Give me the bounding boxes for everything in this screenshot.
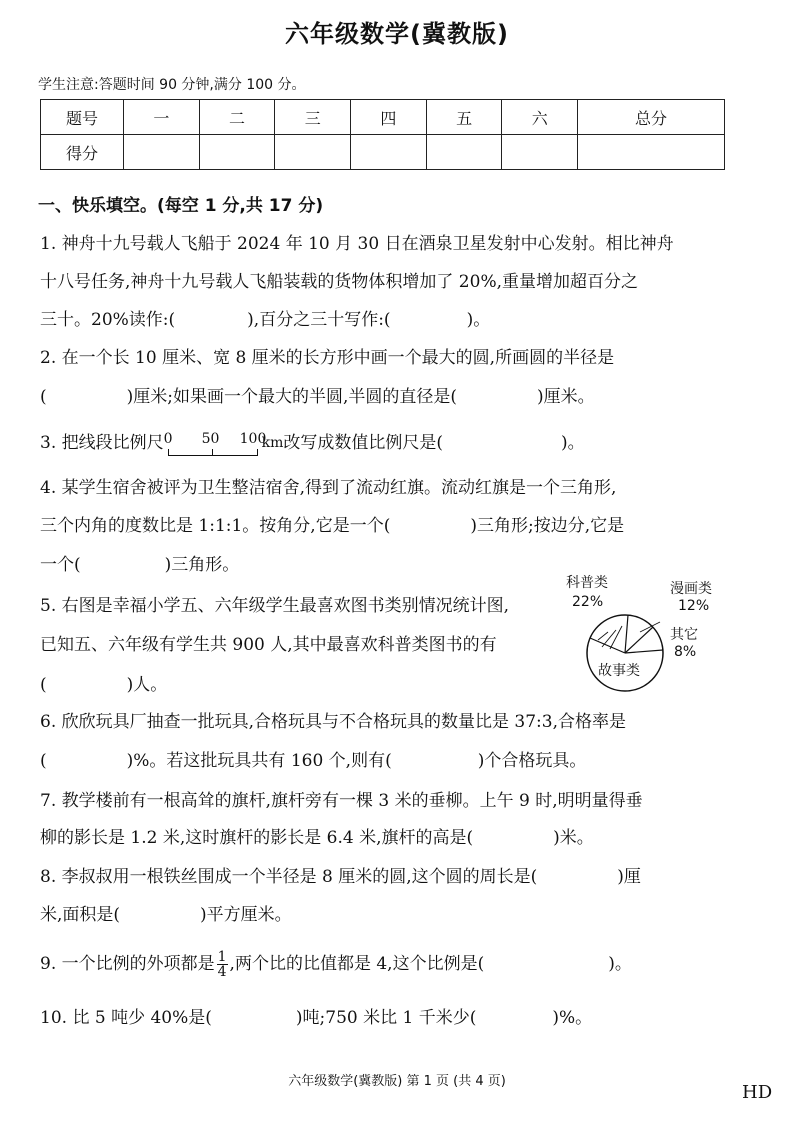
q1-line2: 十八号任务,神舟十九号载人飞船装载的货物体积增加了 20%,重量增加超百分之 <box>40 272 638 292</box>
q4-text-d: )三角形。 <box>164 555 240 575</box>
q8-line1 <box>40 865 641 889</box>
score-table-score-row <box>41 135 725 170</box>
q3-line <box>40 431 585 455</box>
q7-line1: 7. 教学楼前有一根高耸的旗杆,旗杆旁有一棵 3 米的垂柳。上午 9 时,明明量得垂 <box>40 791 643 811</box>
exam-title: 六年级数学(冀教版) <box>285 20 509 48</box>
q1-line3 <box>40 308 490 332</box>
q9-text-c: )。 <box>608 954 632 974</box>
q4-text-c: 一个( <box>40 555 81 575</box>
row-label-number: 题号 <box>41 100 124 135</box>
q5-line1: 5. 右图是幸福小学五、六年级学生最喜欢图书类别情况统计图, <box>40 596 510 616</box>
q8-text-a: 8. 李叔叔用一根铁丝围成一个半径是 8 厘米的圆,这个圆的周长是( <box>40 867 538 887</box>
pie-label-gushi: 故事类 <box>598 663 640 679</box>
q6-text-a: ( <box>40 751 47 771</box>
pie-hatch <box>610 626 622 649</box>
q1-text-c: )。 <box>466 310 491 330</box>
q4-line3 <box>40 553 239 577</box>
score-cell[interactable] <box>275 135 351 170</box>
q4-line1: 4. 某学生宿舍被评为卫生整洁宿舍,得到了流动红旗。流动红旗是一个三角形, <box>40 478 617 498</box>
q2-text-b: )厘米;如果画一个最大的半圆,半圆的直径是( <box>126 387 458 407</box>
scale-bar-line <box>168 449 258 456</box>
score-cell[interactable] <box>124 135 200 170</box>
score-cell[interactable] <box>199 135 275 170</box>
q2-line1: 2. 在一个长 10 厘米、宽 8 厘米的长方形中画一个最大的圆,所画圆的半径是 <box>40 348 615 368</box>
q5-line3 <box>40 673 167 697</box>
q4-text-b: )三角形;按边分,它是 <box>470 516 625 536</box>
scale-unit: km <box>261 435 284 451</box>
header-cell: 二 <box>199 100 275 135</box>
corner-mark: HD <box>742 1082 773 1103</box>
row-label-score: 得分 <box>41 135 124 170</box>
q8-line2 <box>40 903 292 927</box>
q7-line2 <box>40 826 594 850</box>
q10-text-a: 10. 比 5 吨少 40%是( <box>40 1008 212 1028</box>
q3-text-a: 3. 把线段比例尺 <box>40 433 164 453</box>
student-notice: 学生注意:答题时间 90 分钟,满分 100 分。 <box>38 77 306 93</box>
q9-text-b: ,两个比的比值都是 4,这个比例是( <box>229 954 485 974</box>
q6-text-b: )%。若这批玩具共有 160 个,则有( <box>126 751 392 771</box>
q5-text-a: ( <box>40 675 47 695</box>
q1-text-a: 三十。20%读作:( <box>40 310 176 330</box>
q1-text-b: ),百分之三十写作:( <box>247 310 391 330</box>
q9-text-a: 9. 一个比例的外项都是 <box>40 954 215 974</box>
pie-label-manhua: 漫画类 <box>670 581 712 597</box>
q10-line <box>40 1006 592 1030</box>
section-heading: 一、快乐填空。(每空 1 分,共 17 分) <box>38 196 324 216</box>
q6-line1: 6. 欣欣玩具厂抽查一批玩具,合格玩具与不合格玩具的数量比是 37:3,合格率是 <box>40 712 627 732</box>
line-scale-bar <box>163 431 267 455</box>
header-cell: 六 <box>502 100 578 135</box>
pie-pct-manhua: 12% <box>678 598 710 614</box>
q2-text-c: )厘米。 <box>537 387 595 407</box>
q10-text-c: )%。 <box>552 1008 593 1028</box>
q8-text-c: 米,面积是( <box>40 905 121 925</box>
pie-label-kepu: 科普类 <box>566 575 608 591</box>
q2-text-a: ( <box>40 387 47 407</box>
q5-text-b: )人。 <box>126 675 168 695</box>
score-cell[interactable] <box>578 135 725 170</box>
q7-text-b: )米。 <box>553 828 594 848</box>
score-table <box>40 99 725 170</box>
scale-label-0: 0 <box>163 431 173 447</box>
pie-pct-qita: 8% <box>674 644 697 660</box>
q6-text-c: )个合格玩具。 <box>477 751 587 771</box>
q3-text-c: )。 <box>561 433 585 453</box>
q10-text-b: )吨;750 米比 1 千米少( <box>295 1008 477 1028</box>
pie-divider <box>625 615 628 653</box>
pie-divider <box>625 627 653 653</box>
header-cell: 四 <box>351 100 427 135</box>
pie-hatch <box>598 632 608 640</box>
page-footer: 六年级数学(冀教版) 第 1 页 (共 4 页) <box>288 1074 506 1089</box>
header-cell: 一 <box>124 100 200 135</box>
header-cell: 五 <box>426 100 502 135</box>
q1-line1: 1. 神舟十九号载人飞船于 2024 年 10 月 30 日在酒泉卫星发射中心发射。相比神舟 <box>40 234 674 254</box>
book-preference-pie-chart <box>560 570 760 700</box>
q5-line2: 已知五、六年级有学生共 900 人,其中最喜欢科普类图书的有 <box>40 635 497 655</box>
score-table-header-row <box>41 100 725 135</box>
score-cell[interactable] <box>351 135 427 170</box>
fraction-numerator: 1 <box>217 949 227 965</box>
score-cell[interactable] <box>426 135 502 170</box>
header-cell: 三 <box>275 100 351 135</box>
pie-pct-kepu: 22% <box>572 594 604 610</box>
fraction-denominator: 4 <box>217 964 227 980</box>
header-cell: 总分 <box>578 100 725 135</box>
q3-text-b: 改写成数值比例尺是( <box>283 433 444 453</box>
scale-bar-tick <box>212 449 213 456</box>
q8-text-b: )厘 <box>617 867 641 887</box>
q7-text-a: 柳的影长是 1.2 米,这时旗杆的影长是 6.4 米,旗杆的高是( <box>40 828 474 848</box>
q4-line2 <box>40 514 624 538</box>
score-cell[interactable] <box>502 135 578 170</box>
fraction-one-quarter <box>217 950 228 979</box>
pie-divider <box>625 650 663 653</box>
q6-line2 <box>40 749 586 773</box>
q4-text-a: 三个内角的度数比是 1:1:1。按角分,它是一个( <box>40 516 391 536</box>
scale-label-100: 100 <box>239 431 267 447</box>
q9-line <box>40 950 632 979</box>
pie-hatch <box>602 630 616 647</box>
pie-label-qita: 其它 <box>670 627 698 643</box>
q8-text-d: )平方厘米。 <box>200 905 292 925</box>
q2-line2 <box>40 385 595 409</box>
scale-label-50: 50 <box>201 431 220 447</box>
